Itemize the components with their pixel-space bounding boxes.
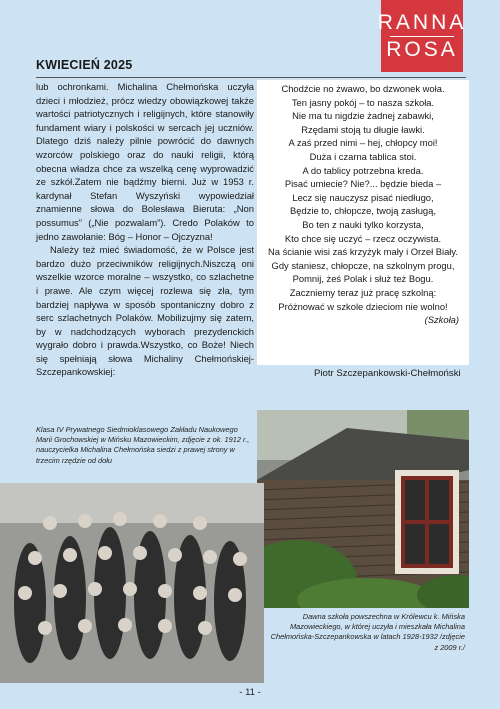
poem-author: Piotr Szczepankowski-Chełmoński (314, 368, 461, 379)
photo-caption-left: Klasa IV Prywatnego Siedmioklasowego Zakładu Naukowego Marii Grochowskiej w Mińsku Mazowieckim, zdjęcie z ok. 1912 r., nauczycielka Michalina Chełmońska siedzi z prawej strony w trzecim rzędzie od dołu (36, 425, 250, 465)
article-text (36, 80, 254, 379)
poem-line: Będzie to, chłopcze, twoją zasługą, (290, 205, 436, 217)
article-paragraph: Należy też mieć świadomość, że w Polsce jest bardzo dużo przeciwników religijnych.Niszczą oni wszelkie wzorce moralne – wszystko, co szlachetne i prawe. Ale czym więcej rozlewa się zła, tym bardziej napływa w sposób spontaniczny dobro z serc szlachetnych Polaków. Mobilizujmy się zatem, by w nadchodzących wyborach prezydenckich wygrało dobro i prawda.Wszystko, co Boże! Niech się spełniają słowa Michaliny Chełmońskiej-Szczepankowskiej: (36, 244, 254, 378)
poem-line: Chodźcie no żwawo, bo dzwonek woła. (281, 83, 445, 94)
issue-date: KWIECIEŃ 2025 (36, 58, 133, 72)
logo-line2: ROSA (386, 37, 458, 61)
logo-line1: RANNA (377, 10, 467, 34)
class-photo-illustration (0, 483, 264, 683)
magazine-logo (377, 0, 467, 72)
class-photo (0, 483, 264, 683)
poem-line: Kto chce się uczyć – rzecz oczywista. (284, 232, 442, 244)
poem-lines (257, 82, 469, 313)
school-building-illustration (257, 410, 469, 608)
poem-line: Duża i czarna tablica stoi. (309, 150, 417, 162)
poem-line: Rzędami stoją tu długie ławki. (301, 123, 425, 135)
poem-line: Zaczniemy teraz już pracę szkolną: (289, 286, 437, 298)
poem-box (257, 80, 469, 365)
logo-divider (390, 36, 454, 37)
header-rule (36, 77, 466, 78)
poem-line: Lecz się nauczysz pisać niedługo, (292, 191, 434, 203)
poem-line: Nie ma tu nigdzie żadnej zabawki, (292, 110, 434, 122)
poem-line: Gdy staniesz, chłopcze, na szkolnym progu, (271, 259, 455, 271)
school-building-photo (257, 410, 469, 608)
poem-line: Pomnij, żeś Polak i służ też Bogu. (292, 273, 434, 285)
poem-line: Próżnować w szkole dzieciom nie wolno! (278, 300, 448, 312)
photo-caption-right: Dawna szkoła powszechna w Królewcu k. Mińska Mazowieckiego, w której uczyła i mieszkała Michalina Chełmońska-Szczepankowska w latach 1928-1932 /zdjęcie z 2009 r./ (270, 612, 465, 652)
poem-source: (Szkoła) (424, 314, 459, 326)
page-number: - 11 - (239, 687, 261, 698)
poem-line: Pisać umiecie? Nie?... będzie bieda – (284, 178, 442, 190)
poem-line: Ten jasny pokój – to nasza szkoła. (291, 96, 435, 108)
poem-line: A zaś przed nimi – hej, chłopcy moi! (288, 137, 438, 149)
poem-line: Bo ten z nauki tylko korzysta, (302, 218, 424, 230)
poem-line: Na ścianie wisi zaś krzyżyk mały i Orzeł Biały. (268, 246, 458, 258)
article-paragraph: lub ochronkami. Michalina Chełmońska uczyła dzieci i młodzież, prócz wiedzy obowiązkowej także wartości patriotycznych i religijnych, które stanowiły fundament wiary i polskości w sercach jej uczniów. Dlatego dziś należy pilnie powrócić do dawnych wzorców polskiego oraz do nauki religii, którą obecna władza chce za wszelką cenę wyprowadzić ze szkół.Zatem nie bądźmy bierni. Już w 1953 r. kardynał Stefan Wyszyński wypowiedział znamienne słowa do Bolesława Bieruta: „Non possumus” („Nie pozwalam”). Credo Polaków to jedno zawołanie: Bóg – Honor – Ojczyzna! (36, 81, 254, 242)
poem-line: A do tablicy potrzebna kreda. (302, 164, 424, 176)
